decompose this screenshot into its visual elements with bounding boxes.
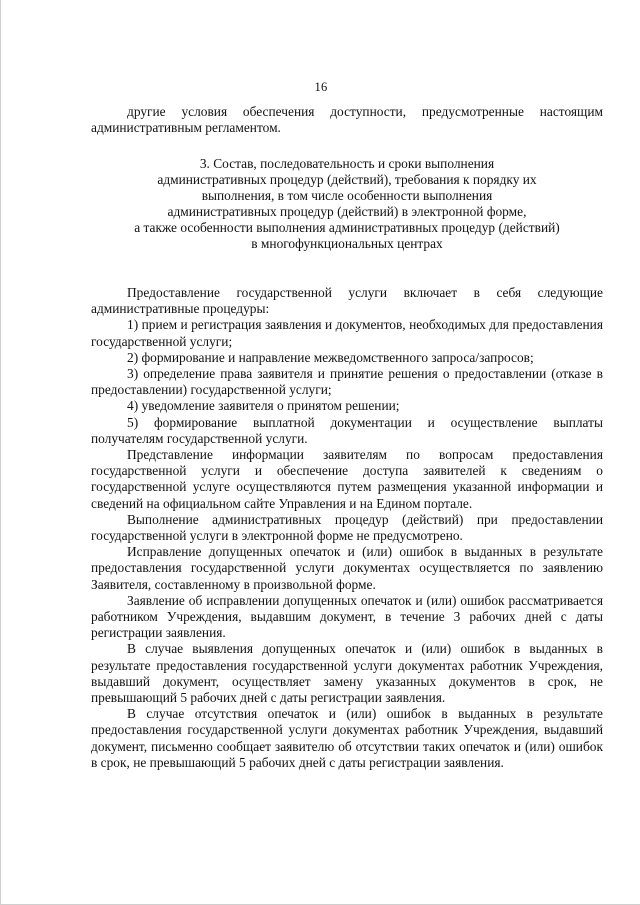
paragraph: Выполнение административных процедур (действий) при предоставлении государственной услуги в электронной форме не предусмотрено. bbox=[91, 511, 603, 544]
list-item-procedure: 1) прием и регистрация заявления и документов, необходимых для предоставления государственной услуги; bbox=[91, 317, 603, 349]
body-text bbox=[91, 285, 603, 771]
intro-block bbox=[91, 104, 603, 136]
paragraph: В случае выявления допущенных опечаток и (или) ошибок в выданных в результате предоставления государственной услуги документах работник Учреждения, выдавший документ, осуществляет замену указанных документов в срок, не превышающий 5 рабочих дней с даты регистрации заявления. bbox=[91, 641, 603, 706]
paragraph: Представление информации заявителям по вопросам предоставления государственной услуги и обеспечение доступа заявителей к сведениям о государственной услуге осуществляются путем размещения указанной информации и сведений на официальном сайте Управления и на Едином портале. bbox=[91, 447, 603, 511]
heading-line: выполнения, в том числе особенности выполнения bbox=[201, 188, 493, 204]
intro-paragraph: другие условия обеспечения доступности, предусмотренные настоящим административным регламентом. bbox=[91, 104, 603, 136]
list-item-procedure: 4) уведомление заявителя о принятом решении; bbox=[127, 398, 400, 414]
heading-line: 3. Состав, последовательность и сроки выполнения bbox=[199, 156, 495, 171]
paragraph: В случае отсутствия опечаток и (или) ошибок в выданных в результате предоставления государственной услуги документах работник Учреждения, выдавший документ, письменно сообщает заявителю об отсутствии таких опечаток и (или) ошибок в срок, не превышающий 5 рабочих дней с даты регистрации заявления. bbox=[91, 706, 603, 770]
heading-line: административных процедур (действий) в электронной форме, bbox=[167, 204, 527, 220]
list-item-procedure: 3) определение права заявителя и принятие решения о предоставлении (отказе в предоставлении) государственной услуги; bbox=[91, 366, 603, 398]
paragraph: Предоставление государственной услуги включает в себя следующие административные процедуры: bbox=[91, 285, 603, 317]
heading-line: в многофункциональных центрах bbox=[251, 236, 443, 252]
section-heading bbox=[91, 156, 603, 253]
page-number: 16 bbox=[314, 80, 328, 94]
list-item-procedure: 5) формирование выплатной документации и осуществление выплаты получателям государственной услуги. bbox=[91, 414, 603, 446]
paragraph: Заявление об исправлении допущенных опечаток и (или) ошибок рассматривается работником Учреждения, выдавшим документ, в течение 3 рабочих дней с даты регистрации заявления. bbox=[91, 592, 603, 641]
paragraph: Исправление допущенных опечаток и (или) ошибок в выданных в результате предоставления государственной услуги документах осуществляется по заявлению Заявителя, составленному в произвольной форме. bbox=[91, 544, 603, 592]
list-item-procedure: 2) формирование и направление межведомственного запроса/запросов; bbox=[127, 349, 534, 365]
heading-line: административных процедур (действий), требования к порядку их bbox=[157, 172, 537, 188]
heading-line: а также особенности выполнения административных процедур (действий) bbox=[134, 220, 560, 236]
